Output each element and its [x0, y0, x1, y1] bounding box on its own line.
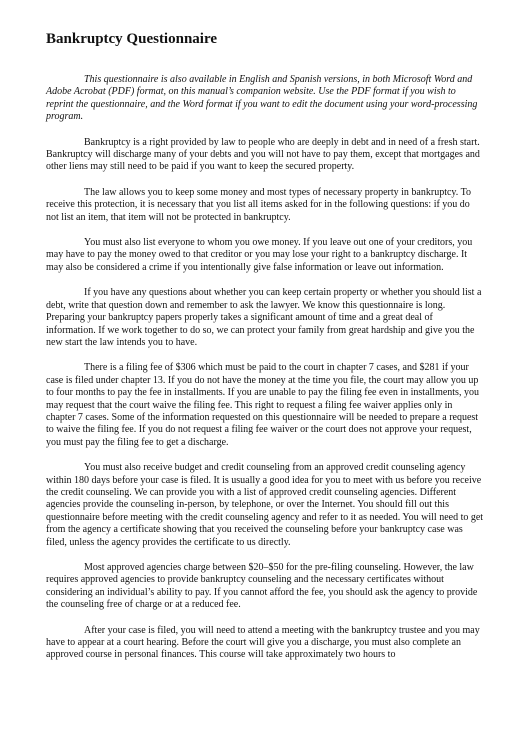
paragraph-questions: If you have any questions about whether you can keep certain property or whether you should list a debt, write that question down and remember to ask the lawyer. We know this questionnaire is long. Preparing your bankruptcy papers properly takes a significant amount of time and a great deal of information. If we work together to do so, we can protect your family from great hardship and give you the new start the law intends you to have.	[46, 287, 482, 348]
paragraph-credit-counseling: You must also receive budget and credit counseling from an approved credit counseling agency within 180 days before your case is filed. It is usually a good idea for you to meet with us before you receive the credit counseling. We can provide you with a list of approved credit counseling agencies. Different agencies provide the counseling in-person, by telephone, or over the Internet. You should fill out this questionnaire before meeting with the credit counseling agency and refer to it as needed. You will need to get from the agency a certificate showing that you received the counseling before your bankruptcy case was filed, unless the agency provides the certificate to us directly.	[46, 462, 484, 548]
paragraph-after-filing: After your case is filed, you will need to attend a meeting with the bankruptcy trustee and you may have to appear at a court hearing. Before the court will give you a discharge, you must also complete an approved course in personal finances. This course will take approximately two hours to	[46, 624, 480, 661]
paragraph-list-creditors: You must also list everyone to whom you owe money. If you leave out one of your creditors, you may have to pay the money owed to that creditor or you may lose your right to a bankruptcy discharge. It may also be considered a crime if you intentionally give false information or leave out information.	[46, 237, 473, 273]
document-title: Bankruptcy Questionnaire	[46, 31, 217, 47]
paragraph-filing-fee: There is a filing fee of $306 which must be paid to the court in chapter 7 cases, and $281 if your case is filed under chapter 13. If you do not have the money at the time you file, the court may allow you up to four months to pay the fee in installments. If you are unable to pay the filing fee even in installments, you may request that the court waive the filing fee. This right to request a filing fee waiver applies only in chapter 7 cases. Some of the information requested on this questionnaire will be needed to prepare a request to waive the filing fee. If you do not request a filing fee waiver or the court does not approve your request, you must pay the filing fee to get a discharge.	[46, 362, 479, 448]
intro-note-paragraph: This questionnaire is also available in English and Spanish versions, in both Microsoft Word and Adobe Acrobat (PDF) format, on this manual’s companion website. Use the PDF format if you wish to reprint the questionnaire, and the Word format if you want to edit the document using your word-processing program.	[46, 74, 478, 123]
paragraph-bankruptcy-right: Bankruptcy is a right provided by law to people who are deeply in debt and in need of a fresh start. Bankruptcy will discharge many of your debts and you will not have to pay them, except that mortgages and other liens may still need to be paid if you want to keep the secured property.	[46, 136, 480, 173]
paragraph-agency-fees: Most approved agencies charge between $20–$50 for the pre-filing counseling. However, the law requires approved agencies to provide bankruptcy counseling and the necessary certificates without considering an individual’s ability to pay. If you cannot afford the fee, you should ask the agency to provide the counseling free of charge or at a reduced fee.	[46, 562, 478, 611]
paragraph-property-protection: The law allows you to keep some money and most types of necessary property in bankruptcy. To receive this protection, it is necessary that you list all items asked for in the following questions: if you do not list an item, that item will not be protected in bankruptcy.	[46, 186, 471, 223]
